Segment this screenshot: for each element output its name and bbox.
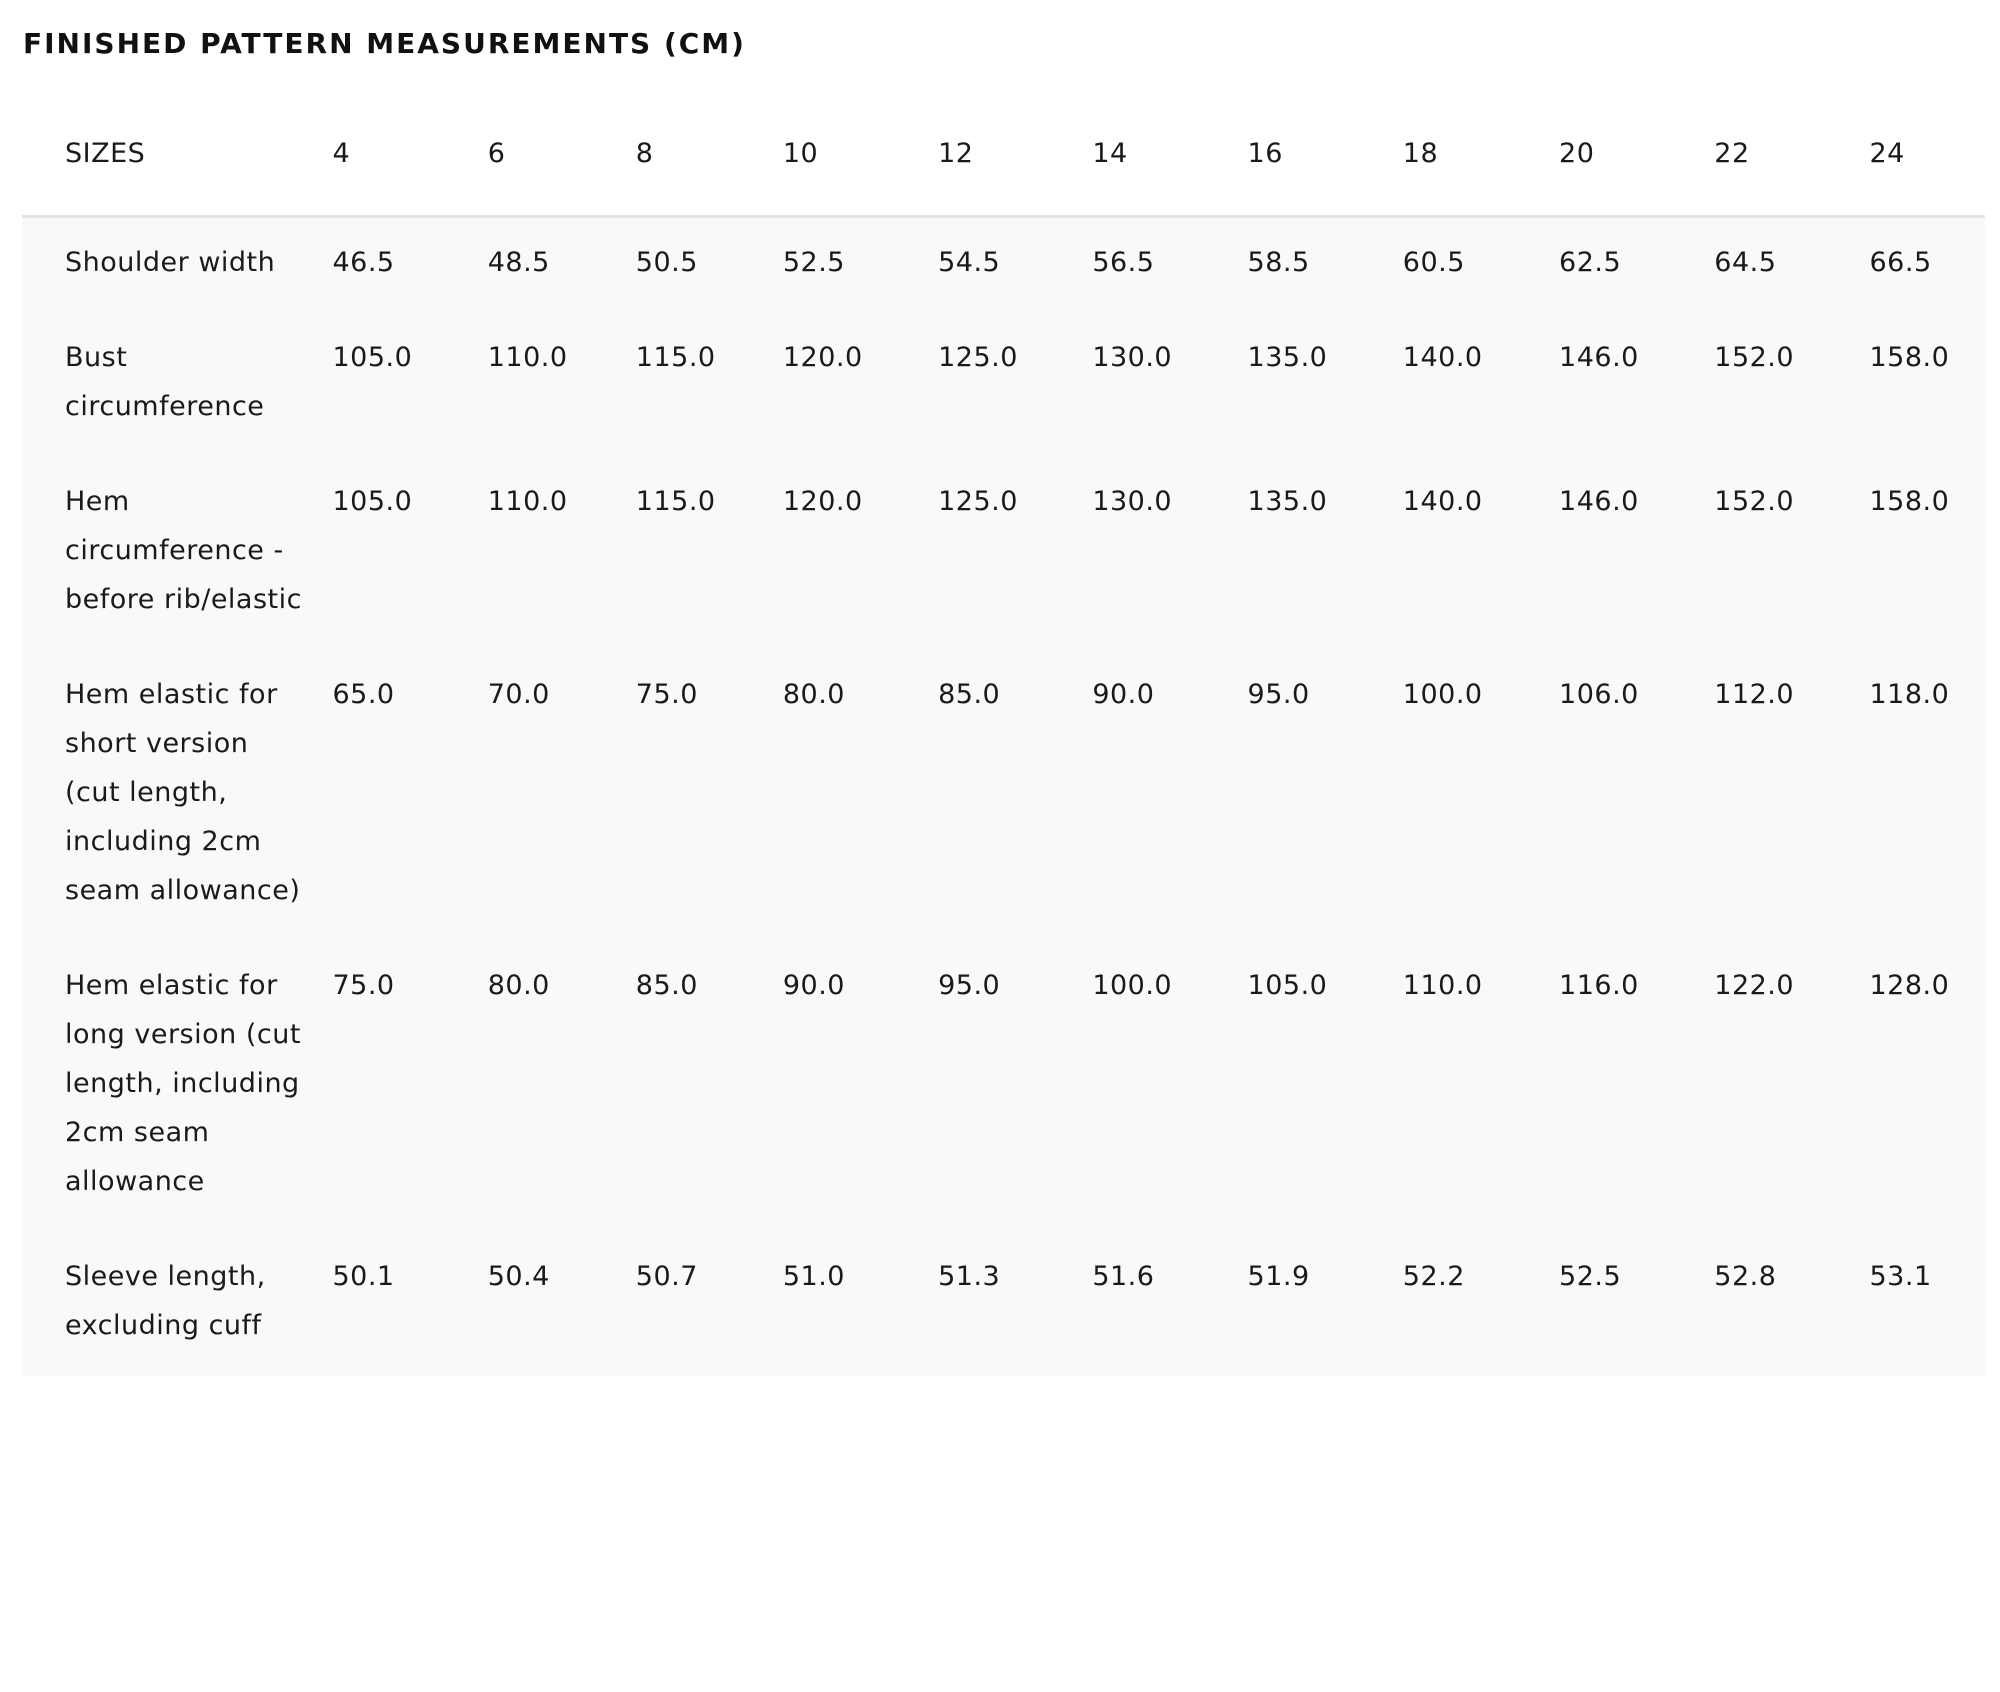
table-cell: 48.5 bbox=[487, 246, 550, 278]
table-cell: 66.5 bbox=[1869, 246, 1932, 278]
table-cell: 110.0 bbox=[487, 341, 568, 373]
table-cell: 140.0 bbox=[1402, 485, 1483, 517]
table-cell: 146.0 bbox=[1559, 341, 1639, 373]
table-cell: 105.0 bbox=[332, 341, 413, 373]
table-cell: 56.5 bbox=[1092, 246, 1155, 278]
table-cell: 120.0 bbox=[782, 485, 863, 517]
row-label: Hem elastic for long version (cut length, including 2cm seam allowance bbox=[65, 969, 301, 1197]
table-cell: 116.0 bbox=[1559, 969, 1639, 1001]
sizes-header: SIZES bbox=[22, 93, 332, 216]
size-header: 20 bbox=[1559, 93, 1714, 216]
table-cell: 65.0 bbox=[332, 678, 395, 710]
table-cell: 106.0 bbox=[1559, 678, 1639, 710]
table-cell: 115.0 bbox=[635, 341, 716, 373]
row-label: Bust circumference bbox=[65, 341, 265, 422]
table-cell: 140.0 bbox=[1402, 341, 1483, 373]
table-cell: 90.0 bbox=[1092, 678, 1155, 710]
table-cell: 128.0 bbox=[1869, 969, 1950, 1001]
row-label: Shoulder width bbox=[65, 246, 276, 278]
table-cell: 146.0 bbox=[1559, 485, 1639, 517]
table-cell: 50.7 bbox=[635, 1260, 698, 1292]
table-row bbox=[22, 457, 1985, 650]
size-header: 12 bbox=[938, 93, 1092, 216]
measurements-table bbox=[22, 93, 1985, 1376]
table-cell: 85.0 bbox=[938, 678, 1001, 710]
table-cell: 130.0 bbox=[1092, 341, 1173, 373]
table-cell: 105.0 bbox=[332, 485, 413, 517]
table-cell: 110.0 bbox=[487, 485, 568, 517]
table-cell: 75.0 bbox=[332, 969, 395, 1001]
table-cell: 62.5 bbox=[1559, 246, 1622, 278]
size-header: 4 bbox=[332, 93, 487, 216]
size-header: 16 bbox=[1248, 93, 1403, 216]
table-cell: 46.5 bbox=[332, 246, 395, 278]
table-cell: 118.0 bbox=[1869, 678, 1950, 710]
table-cell: 152.0 bbox=[1714, 485, 1795, 517]
table-cell: 52.8 bbox=[1714, 1260, 1777, 1292]
table-cell: 95.0 bbox=[938, 969, 1001, 1001]
table-cell: 110.0 bbox=[1402, 969, 1483, 1001]
table-cell: 120.0 bbox=[782, 341, 863, 373]
table-row bbox=[22, 216, 1985, 313]
table-cell: 115.0 bbox=[635, 485, 716, 517]
table-cell: 75.0 bbox=[635, 678, 698, 710]
table-cell: 122.0 bbox=[1714, 969, 1795, 1001]
table-cell: 50.1 bbox=[332, 1260, 395, 1292]
table-cell: 51.6 bbox=[1092, 1260, 1155, 1292]
table-cell: 52.5 bbox=[782, 246, 845, 278]
table-row bbox=[22, 313, 1985, 457]
table-cell: 125.0 bbox=[938, 485, 1018, 517]
table-cell: 50.4 bbox=[487, 1260, 550, 1292]
table-cell: 100.0 bbox=[1092, 969, 1173, 1001]
table-cell: 130.0 bbox=[1092, 485, 1173, 517]
table-cell: 95.0 bbox=[1247, 678, 1310, 710]
size-header: 8 bbox=[636, 93, 783, 216]
table-cell: 135.0 bbox=[1247, 485, 1328, 517]
table-cell: 152.0 bbox=[1714, 341, 1795, 373]
table-cell: 112.0 bbox=[1714, 678, 1795, 710]
table-header-row bbox=[22, 93, 1985, 216]
table-cell: 52.2 bbox=[1402, 1260, 1465, 1292]
table-cell: 125.0 bbox=[938, 341, 1018, 373]
table-cell: 53.1 bbox=[1869, 1260, 1932, 1292]
table-cell: 100.0 bbox=[1402, 678, 1483, 710]
table-cell: 50.5 bbox=[635, 246, 698, 278]
table-cell: 51.0 bbox=[782, 1260, 845, 1292]
row-label: Hem elastic for short version (cut length, including 2cm seam allowance) bbox=[65, 678, 301, 906]
table-cell: 80.0 bbox=[782, 678, 845, 710]
size-header: 24 bbox=[1870, 93, 1986, 216]
size-header: 22 bbox=[1714, 93, 1869, 216]
table-cell: 80.0 bbox=[487, 969, 550, 1001]
table-cell: 85.0 bbox=[635, 969, 698, 1001]
table-cell: 135.0 bbox=[1247, 341, 1328, 373]
size-header: 10 bbox=[783, 93, 938, 216]
table-row bbox=[22, 1232, 1985, 1376]
table-cell: 105.0 bbox=[1247, 969, 1328, 1001]
page-title: FINISHED PATTERN MEASUREMENTS (CM) bbox=[23, 27, 746, 60]
table-cell: 64.5 bbox=[1714, 246, 1777, 278]
size-header: 18 bbox=[1403, 93, 1559, 216]
row-label: Hem circumference - before rib/elastic bbox=[65, 485, 302, 615]
table-cell: 52.5 bbox=[1559, 1260, 1622, 1292]
table-row bbox=[22, 650, 1985, 941]
size-header: 6 bbox=[488, 93, 636, 216]
table-cell: 158.0 bbox=[1869, 485, 1950, 517]
size-header: 14 bbox=[1092, 93, 1247, 216]
table-cell: 51.3 bbox=[938, 1260, 1001, 1292]
table-cell: 158.0 bbox=[1869, 341, 1950, 373]
row-label: Sleeve length, excluding cuff bbox=[65, 1260, 266, 1341]
table-cell: 51.9 bbox=[1247, 1260, 1310, 1292]
table-cell: 90.0 bbox=[782, 969, 845, 1001]
table-cell: 54.5 bbox=[938, 246, 1001, 278]
table-cell: 58.5 bbox=[1247, 246, 1310, 278]
table-cell: 70.0 bbox=[487, 678, 550, 710]
table-row bbox=[22, 941, 1985, 1232]
table-cell: 60.5 bbox=[1402, 246, 1465, 278]
